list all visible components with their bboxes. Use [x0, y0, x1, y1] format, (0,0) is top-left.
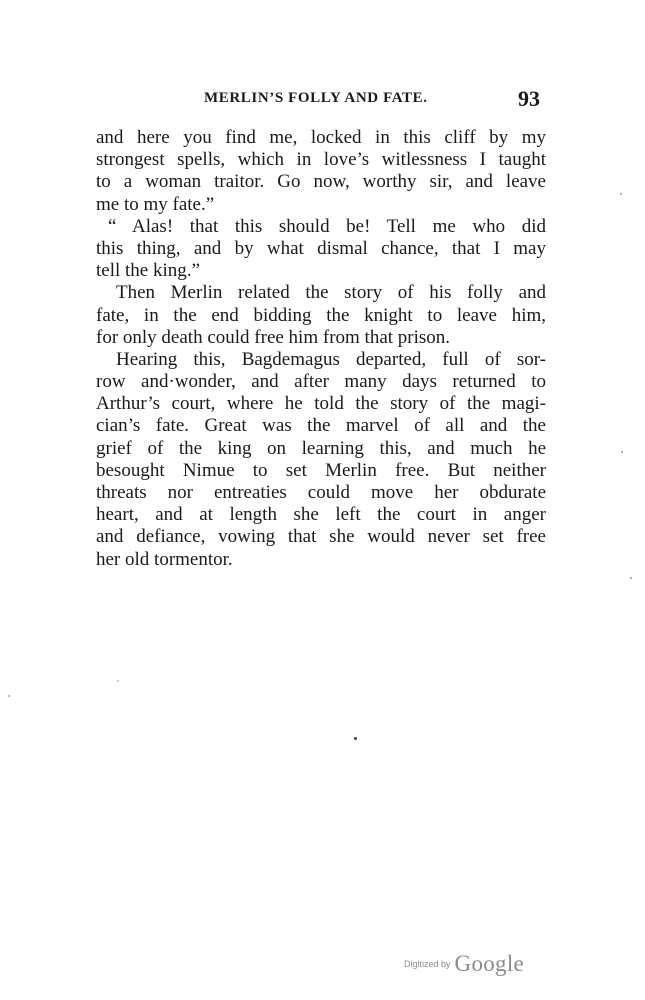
scan-speck [621, 451, 623, 453]
text-line: heart, and at length she left the court in anger [96, 504, 546, 526]
text-line: her old tormentor. [96, 548, 233, 570]
running-head [0, 86, 645, 116]
text-line: fate, in the end bidding the knight to leave him, [96, 304, 546, 326]
scan-speck [8, 695, 10, 697]
scan-speck [117, 680, 119, 682]
text-line: row and·wonder, and after many days returned to [96, 371, 546, 393]
text-line: “ Alas! that this should be! Tell me who did [108, 215, 546, 237]
text-line: to a woman traitor. Go now, worthy sir, and leave [96, 171, 546, 193]
page-number: 93 [518, 86, 540, 111]
text-line: strongest spells, which in love’s witlessness I taught [96, 149, 546, 171]
body-text [96, 127, 546, 571]
text-line: grief of the king on learning this, and much he [96, 437, 546, 459]
text-line: cian’s fate. Great was the marvel of all and the [96, 415, 546, 437]
scan-speck [354, 737, 357, 740]
scan-speck [620, 193, 622, 195]
text-line: Then Merlin related the story of his folly and [116, 282, 546, 304]
running-title: MERLIN’S FOLLY AND FATE. [204, 90, 428, 106]
text-line: me to my fate.” [96, 193, 215, 215]
digitized-by-label: Digitized by [404, 959, 451, 969]
digitization-watermark [404, 951, 524, 977]
text-line: for only death could free him from that prison. [96, 326, 451, 348]
text-line: and here you find me, locked in this cliff by my [96, 127, 546, 148]
google-logo: Google [454, 951, 525, 976]
text-line: besought Nimue to set Merlin free. But neither [96, 459, 546, 481]
text-line: and defiance, vowing that she would never set free [96, 526, 546, 548]
text-line: Hearing this, Bagdemagus departed, full of sor- [116, 348, 546, 370]
text-line: threats nor entreaties could move her obdurate [96, 482, 546, 503]
text-line: Arthur’s court, where he told the story of the magi- [96, 393, 546, 415]
scan-speck [630, 577, 632, 579]
text-line: tell the king.” [96, 260, 200, 282]
text-line: this thing, and by what dismal chance, that I may [96, 237, 546, 259]
